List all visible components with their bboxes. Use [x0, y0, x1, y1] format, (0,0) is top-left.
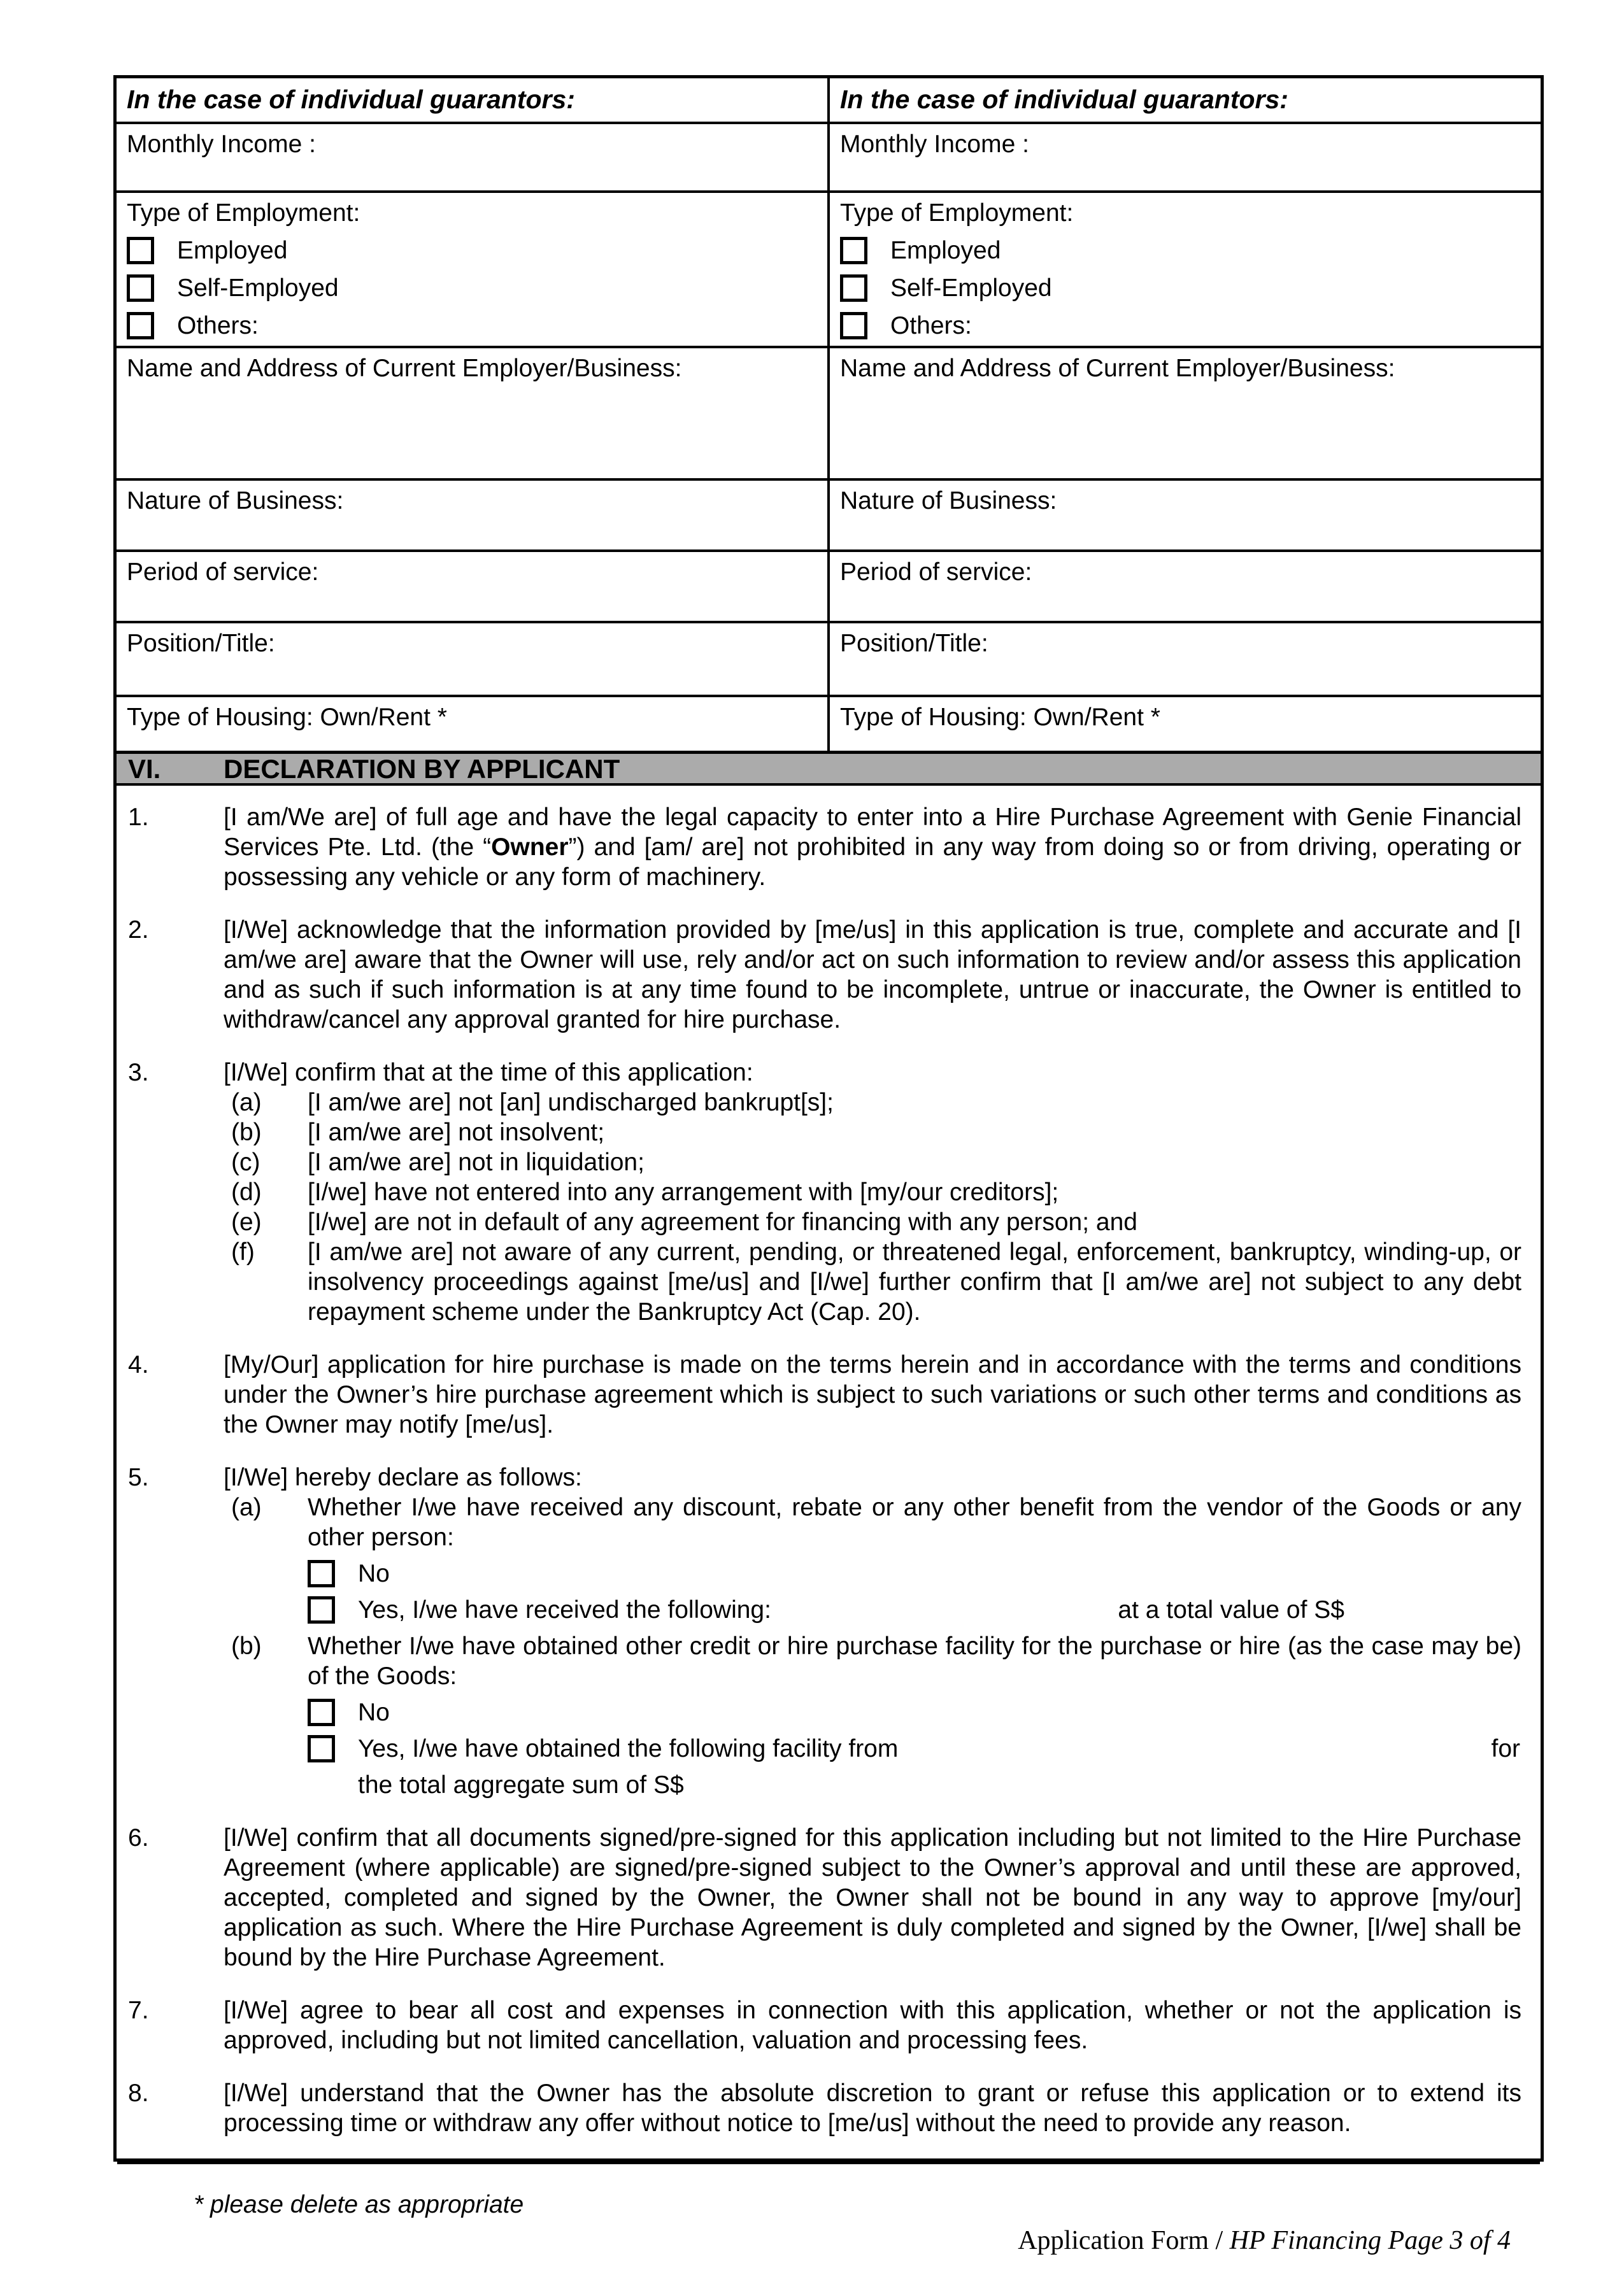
declaration-item-1: [128, 802, 1524, 892]
sub-item-letter: (e): [231, 1208, 262, 1236]
sub-item-letter: (b): [231, 1633, 262, 1660]
employment-option-label: Others:: [890, 312, 972, 339]
sub-item-letter: (d): [231, 1179, 262, 1206]
sub-item-a: [231, 1492, 1521, 1631]
sub-item-letter: (a): [231, 1089, 262, 1116]
sub-item-text: [I am/we are] not in liquidation;: [308, 1149, 645, 1176]
position-title-field-right[interactable]: Position/Title:: [829, 622, 1542, 696]
table-row-employment-type: [115, 192, 1542, 347]
sub-item-letter: (b): [231, 1119, 262, 1146]
table-row-position-title: [115, 622, 1542, 696]
checkbox-icon[interactable]: [840, 312, 867, 339]
option-label: No: [358, 1699, 390, 1726]
employment-option-self-employed: [840, 273, 1530, 303]
guarantor-table: [113, 75, 1544, 754]
table-row-period-of-service: [115, 551, 1542, 622]
sub-item-text: [I/we] are not in default of any agreement for financing with any person; and: [308, 1208, 1137, 1236]
declaration-item-8: [128, 2078, 1524, 2138]
sub-item-text: [I am/we are] not [an] undischarged bankrupt[s];: [308, 1089, 834, 1116]
item-number: 1.: [128, 804, 149, 831]
option-yes: [308, 1734, 1521, 1764]
declaration-item-4: [128, 1350, 1524, 1440]
item-text: [My/Our] application for hire purchase is made on the terms herein and in accordance with the terms and conditions under the Owner’s hire purchase agreement which is subject to such variations or such other terms and conditions as the Owner may notify [me/us].: [224, 1351, 1521, 1438]
employment-type-label: Type of Employment:: [127, 199, 360, 227]
checkbox-icon[interactable]: [127, 274, 154, 302]
item-number: 4.: [128, 1351, 149, 1378]
item-number: 8.: [128, 2080, 149, 2107]
declaration-box: [113, 786, 1544, 2162]
section-number: VI.: [128, 754, 161, 784]
item-number: 3.: [128, 1059, 149, 1086]
option-yes: [308, 1595, 1521, 1625]
sub-item-b: [231, 1631, 1521, 1800]
item-text: [I/We] agree to bear all cost and expenses in connection with this application, whether or not the application is approved, including but not limited cancellation, valuation and processing fees.: [224, 1997, 1521, 2054]
sub-item-e: [231, 1207, 1521, 1237]
sub-item-letter: (f): [231, 1238, 255, 1266]
page-label-regular: Application Form /: [1018, 2226, 1230, 2255]
position-title-field-left[interactable]: Position/Title:: [115, 622, 829, 696]
option-suffix: at a total value of S$: [1118, 1596, 1344, 1624]
nature-of-business-field-right[interactable]: Nature of Business:: [829, 479, 1542, 551]
item-text: [I/We] confirm that all documents signed/pre-signed for this application including but not limited to the Hire Purchase Agreement (where applicable) are signed/pre-signed subject to the Owner’s approval and until these are approved, accepted, completed and signed by the Owner, the Owner shall not be bound in any way to approve [my/our] application as such. Where the Hire Purchase Agreement is duly completed and signed by the Owner, [I/we] shall be bound by the Hire Purchase Agreement.: [224, 1824, 1521, 1971]
checkbox-icon[interactable]: [308, 1735, 335, 1762]
checkbox-icon[interactable]: [308, 1596, 335, 1624]
form-content: [113, 75, 1544, 2257]
employment-option-label: Self-Employed: [890, 274, 1052, 302]
declaration-item-5: [128, 1463, 1524, 1800]
item-text: [224, 802, 1521, 892]
declaration-item-2: [128, 915, 1524, 1035]
table-row-nature-of-business: [115, 479, 1542, 551]
checkbox-icon[interactable]: [127, 237, 154, 264]
delete-as-appropriate-footnote: * please delete as appropriate: [194, 2191, 524, 2218]
sub-item-text: [I am/we are] not aware of any current, pending, or threatened legal, enforcement, bankruptcy, winding-up, or insolvency proceedings against [me/us] and [I/we] further confirm that [I am/we are] not subject to any debt repayment scheme under the Bankruptcy Act (Cap. 20).: [308, 1238, 1521, 1326]
item-number: 2.: [128, 916, 149, 944]
item-text: [I/We] hereby declare as follows:: [224, 1464, 582, 1491]
option-wrap-line: the total aggregate sum of S$: [358, 1771, 684, 1799]
option-label: No: [358, 1560, 390, 1587]
declaration-item-6: [128, 1823, 1524, 1973]
employer-field-right[interactable]: Name and Address of Current Employer/Business:: [829, 347, 1542, 479]
employment-option-self-employed: [127, 273, 817, 303]
housing-field-right[interactable]: Type of Housing: Own/Rent *: [829, 696, 1542, 753]
employment-option-employed: [127, 236, 817, 266]
sub-item-f: [231, 1237, 1521, 1327]
option-label: Yes, I/we have obtained the following facility from: [358, 1735, 899, 1762]
table-row-employer: [115, 347, 1542, 479]
checkbox-icon[interactable]: [840, 237, 867, 264]
sub-item-letter: (c): [231, 1149, 260, 1176]
checkbox-icon[interactable]: [308, 1560, 335, 1587]
checkbox-icon[interactable]: [127, 312, 154, 339]
housing-field-left[interactable]: Type of Housing: Own/Rent *: [115, 696, 829, 753]
item-text: [I/We] confirm that at the time of this application:: [224, 1059, 753, 1086]
declaration-item-3: [128, 1058, 1524, 1327]
item-text: [I/We] understand that the Owner has the absolute discretion to grant or refuse this application or to extend its processing time or withdraw any offer without notice to [me/us] without the need to provide any reason.: [224, 2080, 1521, 2137]
period-of-service-field-left[interactable]: Period of service:: [115, 551, 829, 622]
sub-item-text: [I am/we are] not insolvent;: [308, 1119, 605, 1146]
table-row-monthly-income: [115, 123, 1542, 192]
checkbox-icon[interactable]: [308, 1699, 335, 1726]
owner-term: Owner: [491, 833, 569, 861]
employment-option-label: Employed: [890, 237, 1001, 264]
employment-option-label: Self-Employed: [177, 274, 339, 302]
employment-type-cell-left: [115, 192, 829, 347]
option-no: [308, 1697, 1521, 1727]
item-text-pre: [I am/We are] of full age and have the legal capacity to enter into a Hire Purchase Agreement with Genie Financial Services Pte. Ltd. (the “: [224, 804, 1521, 861]
employment-option-others: [840, 311, 1530, 341]
page-label-italic: HP Financing Page 3 of 4: [1229, 2226, 1511, 2255]
sub-item-text: Whether I/we have received any discount, rebate or any other benefit from the vendor of the Goods or any other person:: [308, 1494, 1521, 1551]
option-label: Yes, I/we have received the following:: [358, 1596, 771, 1624]
declaration-section-header: [113, 754, 1544, 786]
checkbox-icon[interactable]: [840, 274, 867, 302]
period-of-service-field-right[interactable]: Period of service:: [829, 551, 1542, 622]
employment-option-employed: [840, 236, 1530, 266]
employment-option-label: Employed: [177, 237, 288, 264]
sub-item-b: [231, 1117, 1521, 1147]
employment-type-cell-right: [829, 192, 1542, 347]
page-footer-label: [113, 2225, 1544, 2257]
employment-option-label: Others:: [177, 312, 259, 339]
section-title: DECLARATION BY APPLICANT: [224, 754, 620, 784]
nature-of-business-field-left[interactable]: Nature of Business:: [115, 479, 829, 551]
sub-item-c: [231, 1147, 1521, 1177]
employment-option-others: [127, 311, 817, 341]
monthly-income-field-right[interactable]: Monthly Income :: [829, 123, 1542, 192]
table-row-housing: [115, 696, 1542, 753]
table-row-header: [115, 77, 1542, 124]
guarantor-header-right: In the case of individual guarantors:: [829, 77, 1542, 124]
employment-type-label: Type of Employment:: [840, 199, 1074, 227]
declaration-item-7: [128, 1995, 1524, 2055]
item-text: [I/We] acknowledge that the information provided by [me/us] in this application is true, complete and accurate and [I am/we are] aware that the Owner will use, rely and/or act on such information to review and/or assess this application and as such if such information is at any time found to be incomplete, untrue or inaccurate, the Owner is entitled to withdraw/cancel any approval granted for hire purchase.: [224, 916, 1521, 1033]
item-number: 5.: [128, 1464, 149, 1491]
employer-field-left[interactable]: Name and Address of Current Employer/Business:: [115, 347, 829, 479]
option-suffix: for: [1491, 1735, 1520, 1762]
option-no: [308, 1559, 1521, 1589]
item-text-post: ”) and [am/ are] not prohibited in any way from doing so or from driving, operating or possessing any vehicle or any form of machinery.: [224, 833, 1521, 891]
item-number: 6.: [128, 1824, 149, 1852]
sub-item-text: Whether I/we have obtained other credit or hire purchase facility for the purchase or hire (as the case may be) of the Goods:: [308, 1633, 1521, 1690]
guarantor-header-left: In the case of individual guarantors:: [115, 77, 829, 124]
sub-item-text: [I/we] have not entered into any arrangement with [my/our creditors];: [308, 1179, 1059, 1206]
sub-item-d: [231, 1177, 1521, 1207]
sub-item-letter: (a): [231, 1494, 262, 1521]
monthly-income-field-left[interactable]: Monthly Income :: [115, 123, 829, 192]
item-number: 7.: [128, 1997, 149, 2024]
sub-item-a: [231, 1088, 1521, 1117]
